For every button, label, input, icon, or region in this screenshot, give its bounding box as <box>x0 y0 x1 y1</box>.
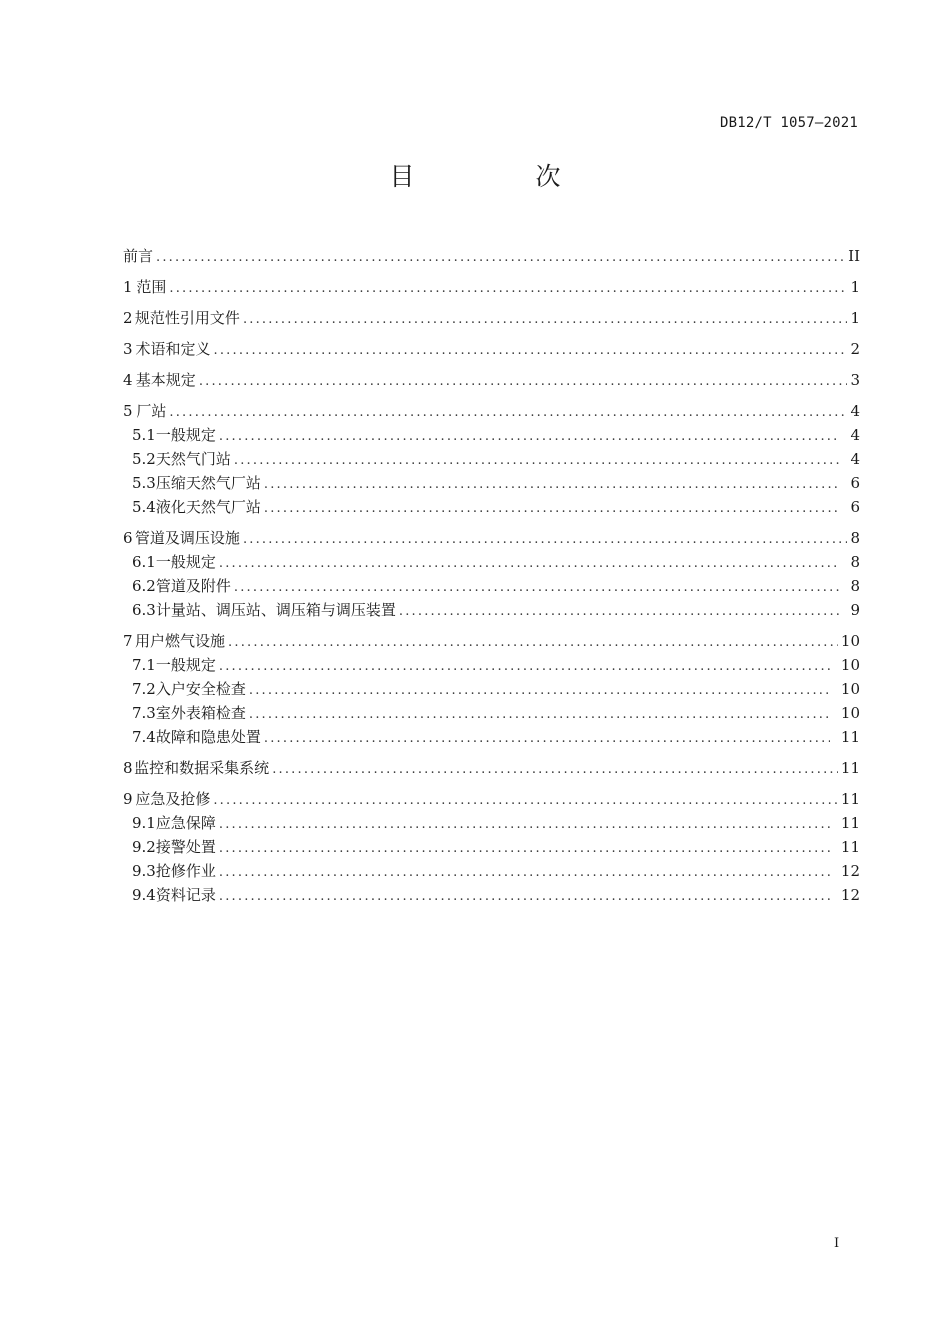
toc-entry-page: 6 <box>850 474 860 492</box>
toc-entry-number: 5 <box>123 402 133 420</box>
toc-entry[interactable] <box>123 677 860 701</box>
toc-entry-page: 6 <box>850 498 860 516</box>
toc-entry[interactable] <box>123 756 860 780</box>
toc-entry[interactable] <box>123 859 860 883</box>
toc-entry-label: 液化天然气厂站 <box>155 498 261 516</box>
toc-entry-label: 室外表箱检查 <box>155 704 246 722</box>
toc-entry-label: 接警处置 <box>155 838 216 856</box>
toc-entry-label: 资料记录 <box>155 886 216 904</box>
table-of-contents <box>123 244 860 907</box>
toc-entry-page: 8 <box>850 577 860 595</box>
toc-leader-dots <box>264 473 839 497</box>
toc-entry[interactable] <box>123 306 860 330</box>
toc-leader-dots <box>219 861 830 885</box>
toc-entry[interactable] <box>123 835 860 859</box>
toc-entry-label: 管道及附件 <box>155 577 231 595</box>
toc-entry-page: II <box>848 247 860 265</box>
toc-entry-page: 2 <box>850 340 860 358</box>
toc-entry-page: 1 <box>850 278 860 296</box>
toc-entry[interactable] <box>123 811 860 835</box>
toc-leader-dots <box>169 401 847 425</box>
toc-entry-label: 用户燃气设施 <box>135 632 226 650</box>
toc-entry-page: 10 <box>840 704 860 722</box>
toc-entry-number: 9.3 <box>132 862 156 880</box>
toc-entry-page: 1 <box>850 309 860 327</box>
toc-entry-label: 抢修作业 <box>155 862 216 880</box>
toc-entry[interactable] <box>123 725 860 749</box>
toc-leader-dots <box>219 425 839 449</box>
toc-leader-dots <box>219 655 830 679</box>
toc-entry-label: 规范性引用文件 <box>134 309 240 327</box>
toc-leader-dots <box>249 703 830 727</box>
toc-entry-label: 应急及抢修 <box>135 790 211 808</box>
toc-entry[interactable] <box>123 337 860 361</box>
toc-entry-label: 压缩天然气厂站 <box>155 474 261 492</box>
toc-entry-label: 一般规定 <box>155 426 216 444</box>
toc-entry-label: 一般规定 <box>155 656 216 674</box>
toc-entry[interactable] <box>123 701 860 725</box>
toc-entry-page: 4 <box>850 426 860 444</box>
toc-leader-dots <box>399 600 839 624</box>
toc-entry-page: 8 <box>850 529 860 547</box>
toc-entry-number: 2 <box>123 309 133 327</box>
toc-entry-label: 范围 <box>136 278 167 296</box>
toc-leader-dots <box>156 246 845 270</box>
toc-entry-number: 8 <box>123 759 133 777</box>
toc-entry-page: 11 <box>840 728 860 746</box>
toc-entry-number: 5.3 <box>132 474 156 492</box>
toc-entry[interactable] <box>123 598 860 622</box>
toc-entry-number: 5.2 <box>132 450 156 468</box>
toc-entry-page: 11 <box>840 838 860 856</box>
toc-entry-label: 术语和定义 <box>135 340 211 358</box>
toc-leader-dots <box>264 497 839 521</box>
toc-entry-page: 4 <box>850 450 860 468</box>
toc-entry-label: 厂站 <box>136 402 167 420</box>
toc-entry-page: 10 <box>840 680 860 698</box>
toc-entry-label: 前言 <box>123 247 154 265</box>
toc-entry[interactable] <box>123 495 860 519</box>
toc-entry-number: 7.3 <box>132 704 156 722</box>
toc-entry-label: 一般规定 <box>155 553 216 571</box>
toc-entry[interactable] <box>123 883 860 907</box>
toc-entry-page: 11 <box>840 759 860 777</box>
toc-entry-label: 故障和隐患处置 <box>155 728 261 746</box>
toc-leader-dots <box>243 308 847 332</box>
toc-entry[interactable] <box>123 550 860 574</box>
toc-entry-number: 9.2 <box>132 838 156 856</box>
toc-leader-dots <box>219 552 839 576</box>
toc-entry-number: 3 <box>123 340 133 358</box>
toc-entry[interactable] <box>123 244 860 268</box>
toc-entry-number: 6.1 <box>132 553 156 571</box>
toc-leader-dots <box>234 576 839 600</box>
toc-leader-dots <box>199 370 847 394</box>
toc-entry-label: 应急保障 <box>155 814 216 832</box>
toc-entry-label: 基本规定 <box>135 371 196 389</box>
toc-leader-dots <box>219 813 830 837</box>
toc-entry-label: 入户安全检查 <box>155 680 246 698</box>
toc-entry-number: 7.4 <box>132 728 156 746</box>
toc-entry[interactable] <box>123 526 860 550</box>
toc-leader-dots <box>243 528 847 552</box>
toc-entry-number: 5.1 <box>132 426 156 444</box>
toc-entry-number: 6.2 <box>132 577 156 595</box>
toc-entry[interactable] <box>123 368 860 392</box>
toc-entry-page: 10 <box>840 632 860 650</box>
toc-entry-page: 11 <box>840 790 860 808</box>
page-title: 目 次 <box>389 162 609 191</box>
toc-entry[interactable] <box>123 471 860 495</box>
toc-leader-dots <box>228 631 838 655</box>
toc-leader-dots <box>249 679 830 703</box>
toc-leader-dots <box>219 885 830 909</box>
toc-entry-page: 8 <box>850 553 860 571</box>
toc-entry[interactable] <box>123 629 860 653</box>
toc-entry-label: 天然气门站 <box>155 450 231 468</box>
toc-entry-page: 4 <box>850 402 860 420</box>
toc-entry-page: 9 <box>850 601 860 619</box>
toc-entry-number: 9 <box>123 790 133 808</box>
toc-entry[interactable] <box>123 423 860 447</box>
toc-entry[interactable] <box>123 574 860 598</box>
toc-entry-page: 12 <box>840 862 860 880</box>
toc-entry-number: 6.3 <box>132 601 156 619</box>
toc-entry-page: 10 <box>840 656 860 674</box>
toc-leader-dots <box>219 837 830 861</box>
toc-entry-number: 7 <box>123 632 133 650</box>
toc-entry[interactable] <box>123 275 860 299</box>
toc-entry-number: 7.2 <box>132 680 156 698</box>
toc-entry[interactable] <box>123 787 860 811</box>
toc-entry-number: 4 <box>123 371 133 389</box>
toc-entry-number: 6 <box>123 529 133 547</box>
toc-entry-number: 9.4 <box>132 886 156 904</box>
toc-entry-number: 7.1 <box>132 656 156 674</box>
footer-page-number: I <box>834 1236 840 1251</box>
toc-entry-label: 管道及调压设施 <box>134 529 240 547</box>
toc-entry-page: 3 <box>850 371 860 389</box>
toc-entry[interactable] <box>123 399 860 423</box>
toc-leader-dots <box>169 277 847 301</box>
toc-leader-dots <box>234 449 839 473</box>
toc-leader-dots <box>272 758 838 782</box>
toc-entry-page: 11 <box>840 814 860 832</box>
toc-entry-label: 计量站、调压站、调压箱与调压装置 <box>155 601 396 619</box>
toc-entry-number: 1 <box>123 278 133 296</box>
toc-leader-dots <box>214 339 847 363</box>
toc-entry[interactable] <box>123 447 860 471</box>
toc-leader-dots <box>264 727 830 751</box>
toc-entry[interactable] <box>123 653 860 677</box>
toc-entry-label: 监控和数据采集系统 <box>134 759 270 777</box>
document-code: DB12/T 1057—2021 <box>719 115 858 131</box>
toc-entry-number: 5.4 <box>132 498 156 516</box>
toc-entry-number: 9.1 <box>132 814 156 832</box>
toc-entry-page: 12 <box>840 886 860 904</box>
toc-leader-dots <box>213 789 838 813</box>
